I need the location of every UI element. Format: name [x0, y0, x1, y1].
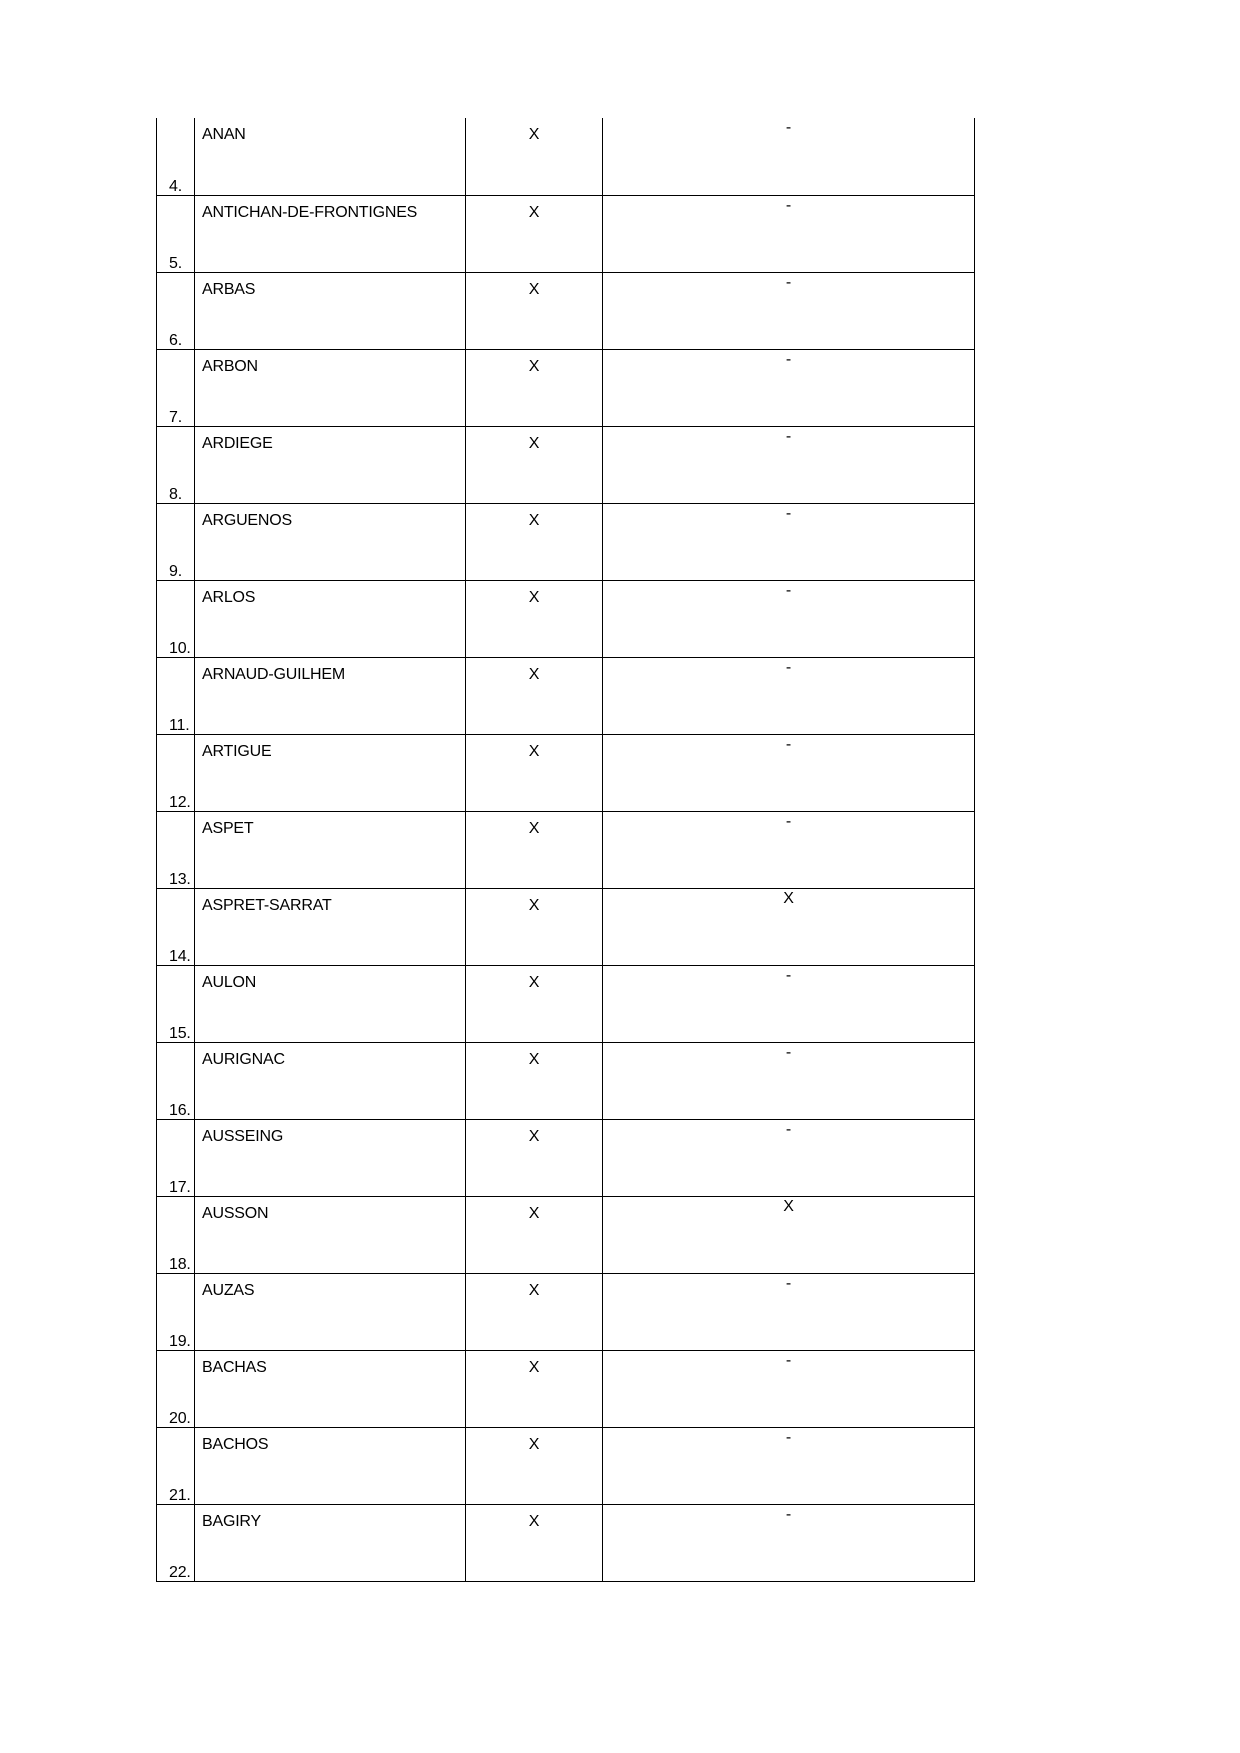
column-a-mark-cell: [466, 734, 603, 811]
commune-name-cell: [195, 426, 466, 503]
column-a-mark-cell: [466, 1273, 603, 1350]
column-b-mark-text: -: [785, 196, 792, 214]
row-number-cell: [157, 349, 195, 426]
column-a-mark-cell: [466, 1350, 603, 1427]
row-number-cell: [157, 734, 195, 811]
commune-name-text: ARDIEGE: [202, 434, 273, 452]
commune-name-text: ARLOS: [202, 588, 256, 606]
column-b-mark-cell: [603, 888, 975, 965]
column-b-mark-cell: [603, 811, 975, 888]
column-b-mark-cell: [603, 272, 975, 349]
commune-name-text: ASPET: [202, 819, 254, 837]
commune-name-cell: [195, 503, 466, 580]
row-number-text: 11.: [169, 716, 190, 734]
row-number-cell: [157, 1504, 195, 1581]
column-a-mark-text: X: [528, 973, 540, 991]
column-b-mark-text: -: [785, 504, 792, 522]
column-b-mark-text: -: [785, 350, 792, 368]
commune-name-text: ANAN: [202, 126, 246, 143]
column-b-mark-text: -: [785, 581, 792, 599]
column-a-mark-cell: [466, 1042, 603, 1119]
row-number-text: 12.: [169, 793, 191, 811]
column-b-mark-text: -: [785, 1351, 792, 1369]
column-b-mark-cell: [603, 580, 975, 657]
column-b-mark-text: -: [785, 1505, 792, 1523]
row-number-cell: [157, 580, 195, 657]
row-number-text: 19.: [169, 1332, 191, 1350]
column-b-mark-cell: [603, 503, 975, 580]
row-number-text: 7.: [169, 408, 182, 426]
commune-name-cell: [195, 118, 466, 195]
commune-name-text: ARBON: [202, 357, 258, 375]
column-a-mark-cell: [466, 503, 603, 580]
commune-name-cell: [195, 1119, 466, 1196]
column-b-mark-cell: [603, 1273, 975, 1350]
commune-name-cell: [195, 195, 466, 272]
commune-name-cell: [195, 580, 466, 657]
column-a-mark-text: X: [528, 1435, 540, 1453]
row-number-cell: [157, 1427, 195, 1504]
column-a-mark-cell: [466, 657, 603, 734]
column-a-mark-text: X: [528, 1281, 540, 1299]
row-number-cell: [157, 965, 195, 1042]
commune-name-text: AUSSEING: [202, 1127, 284, 1145]
column-a-mark-cell: [466, 580, 603, 657]
commune-name-cell: [195, 811, 466, 888]
row-number-cell: [157, 503, 195, 580]
column-a-mark-text: X: [528, 511, 540, 529]
column-a-mark-text: X: [528, 1127, 540, 1145]
column-a-mark-text: X: [528, 1358, 540, 1376]
row-number-cell: [157, 426, 195, 503]
row-number-text: 8.: [169, 485, 182, 503]
column-b-mark-cell: [603, 1427, 975, 1504]
commune-name-text: ANTICHAN-DE-FRONTIGNES: [202, 203, 418, 221]
row-number-text: 22.: [169, 1563, 191, 1581]
commune-name-cell: [195, 272, 466, 349]
commune-name-text: ARNAUD-GUILHEM: [202, 665, 345, 683]
column-a-mark-text: X: [528, 896, 540, 914]
commune-name-cell: [195, 1504, 466, 1581]
commune-name-text: ASPRET-SARRAT: [202, 896, 332, 914]
row-number-cell: [157, 888, 195, 965]
commune-name-text: BACHAS: [202, 1358, 267, 1376]
commune-name-cell: [195, 1196, 466, 1273]
column-b-mark-text: -: [785, 119, 792, 136]
table-row: [157, 888, 975, 965]
column-b-mark-text: -: [785, 735, 792, 753]
column-b-mark-cell: [603, 195, 975, 272]
communes-table: [156, 118, 975, 1582]
row-number-cell: [157, 811, 195, 888]
commune-name-cell: [195, 1273, 466, 1350]
row-number-text: 6.: [169, 331, 182, 349]
column-b-mark-cell: [603, 118, 975, 195]
table-row: [157, 349, 975, 426]
column-a-mark-text: X: [528, 280, 540, 298]
column-a-mark-cell: [466, 426, 603, 503]
column-a-mark-text: X: [528, 665, 540, 683]
commune-name-cell: [195, 1350, 466, 1427]
column-a-mark-text: X: [528, 203, 540, 221]
row-number-text: 21.: [169, 1486, 191, 1504]
table-row: [157, 1350, 975, 1427]
column-a-mark-cell: [466, 1196, 603, 1273]
commune-name-text: ARTIGUE: [202, 742, 272, 760]
column-a-mark-cell: [466, 195, 603, 272]
table-row: [157, 503, 975, 580]
commune-name-cell: [195, 965, 466, 1042]
table-row: [157, 426, 975, 503]
table-row: [157, 657, 975, 734]
column-b-mark-text: -: [785, 1043, 792, 1061]
column-a-mark-cell: [466, 1119, 603, 1196]
row-number-text: 14.: [169, 947, 191, 965]
row-number-text: 9.: [169, 562, 182, 580]
row-number-text: 15.: [169, 1024, 191, 1042]
column-b-mark-text: -: [785, 1120, 792, 1138]
commune-name-cell: [195, 1427, 466, 1504]
column-a-mark-cell: [466, 349, 603, 426]
column-a-mark-cell: [466, 965, 603, 1042]
row-number-cell: [157, 272, 195, 349]
column-b-mark-text: -: [785, 966, 792, 984]
row-number-text: 20.: [169, 1409, 191, 1427]
commune-name-cell: [195, 888, 466, 965]
column-b-mark-cell: [603, 1042, 975, 1119]
column-a-mark-text: X: [528, 1512, 540, 1530]
row-number-text: 4.: [169, 177, 182, 195]
table-row: [157, 118, 975, 195]
table-row: [157, 272, 975, 349]
commune-name-text: BAGIRY: [202, 1512, 261, 1530]
table-row: [157, 1504, 975, 1581]
table-row: [157, 1119, 975, 1196]
row-number-cell: [157, 1042, 195, 1119]
commune-name-cell: [195, 657, 466, 734]
table-row: [157, 965, 975, 1042]
column-b-mark-text: -: [785, 1428, 792, 1446]
row-number-cell: [157, 1196, 195, 1273]
row-number-text: 10.: [169, 639, 191, 657]
column-b-mark-text: -: [785, 1274, 792, 1292]
table-row: [157, 734, 975, 811]
column-b-mark-cell: [603, 657, 975, 734]
row-number-cell: [157, 657, 195, 734]
commune-name-cell: [195, 734, 466, 811]
column-b-mark-text: X: [783, 889, 794, 907]
table-row: [157, 811, 975, 888]
row-number-text: 13.: [169, 870, 191, 888]
row-number-text: 5.: [169, 254, 182, 272]
row-number-cell: [157, 1350, 195, 1427]
row-number-cell: [157, 118, 195, 195]
column-a-mark-text: X: [528, 819, 540, 837]
commune-name-text: BACHOS: [202, 1435, 269, 1453]
row-number-cell: [157, 1119, 195, 1196]
column-b-mark-text: -: [785, 273, 792, 291]
table-row: [157, 1042, 975, 1119]
table-row: [157, 580, 975, 657]
column-b-mark-text: -: [785, 427, 792, 445]
column-a-mark-cell: [466, 272, 603, 349]
column-b-mark-cell: [603, 1504, 975, 1581]
column-a-mark-text: X: [528, 434, 540, 452]
commune-name-cell: [195, 349, 466, 426]
column-b-mark-text: -: [785, 812, 792, 830]
commune-name-text: AUSSON: [202, 1204, 269, 1222]
table-row: [157, 1427, 975, 1504]
column-b-mark-text: X: [783, 1197, 794, 1215]
column-a-mark-cell: [466, 118, 603, 195]
column-b-mark-cell: [603, 1196, 975, 1273]
column-a-mark-text: X: [528, 1050, 540, 1068]
column-b-mark-text: -: [785, 658, 792, 676]
column-a-mark-text: X: [528, 1204, 540, 1222]
commune-name-text: AULON: [202, 973, 257, 991]
column-a-mark-text: X: [528, 588, 540, 606]
table-row: [157, 1196, 975, 1273]
column-b-mark-cell: [603, 734, 975, 811]
table-row: [157, 195, 975, 272]
column-a-mark-cell: [466, 811, 603, 888]
column-a-mark-text: X: [528, 357, 540, 375]
table-row: [157, 1273, 975, 1350]
column-a-mark-text: X: [528, 742, 540, 760]
column-b-mark-cell: [603, 1119, 975, 1196]
row-number-cell: [157, 1273, 195, 1350]
column-a-mark-cell: [466, 1427, 603, 1504]
column-b-mark-cell: [603, 426, 975, 503]
commune-name-text: AURIGNAC: [202, 1050, 285, 1068]
commune-name-text: ARGUENOS: [202, 511, 292, 529]
table-body: [157, 118, 975, 1581]
commune-name-text: ARBAS: [202, 280, 256, 298]
column-a-mark-text: X: [528, 126, 540, 143]
row-number-text: 16.: [169, 1101, 191, 1119]
row-number-text: 17.: [169, 1178, 191, 1196]
column-a-mark-cell: [466, 1504, 603, 1581]
row-number-text: 18.: [169, 1255, 191, 1273]
commune-name-cell: [195, 1042, 466, 1119]
commune-name-text: AUZAS: [202, 1281, 255, 1299]
row-number-cell: [157, 195, 195, 272]
column-a-mark-cell: [466, 888, 603, 965]
column-b-mark-cell: [603, 965, 975, 1042]
column-b-mark-cell: [603, 1350, 975, 1427]
column-b-mark-cell: [603, 349, 975, 426]
